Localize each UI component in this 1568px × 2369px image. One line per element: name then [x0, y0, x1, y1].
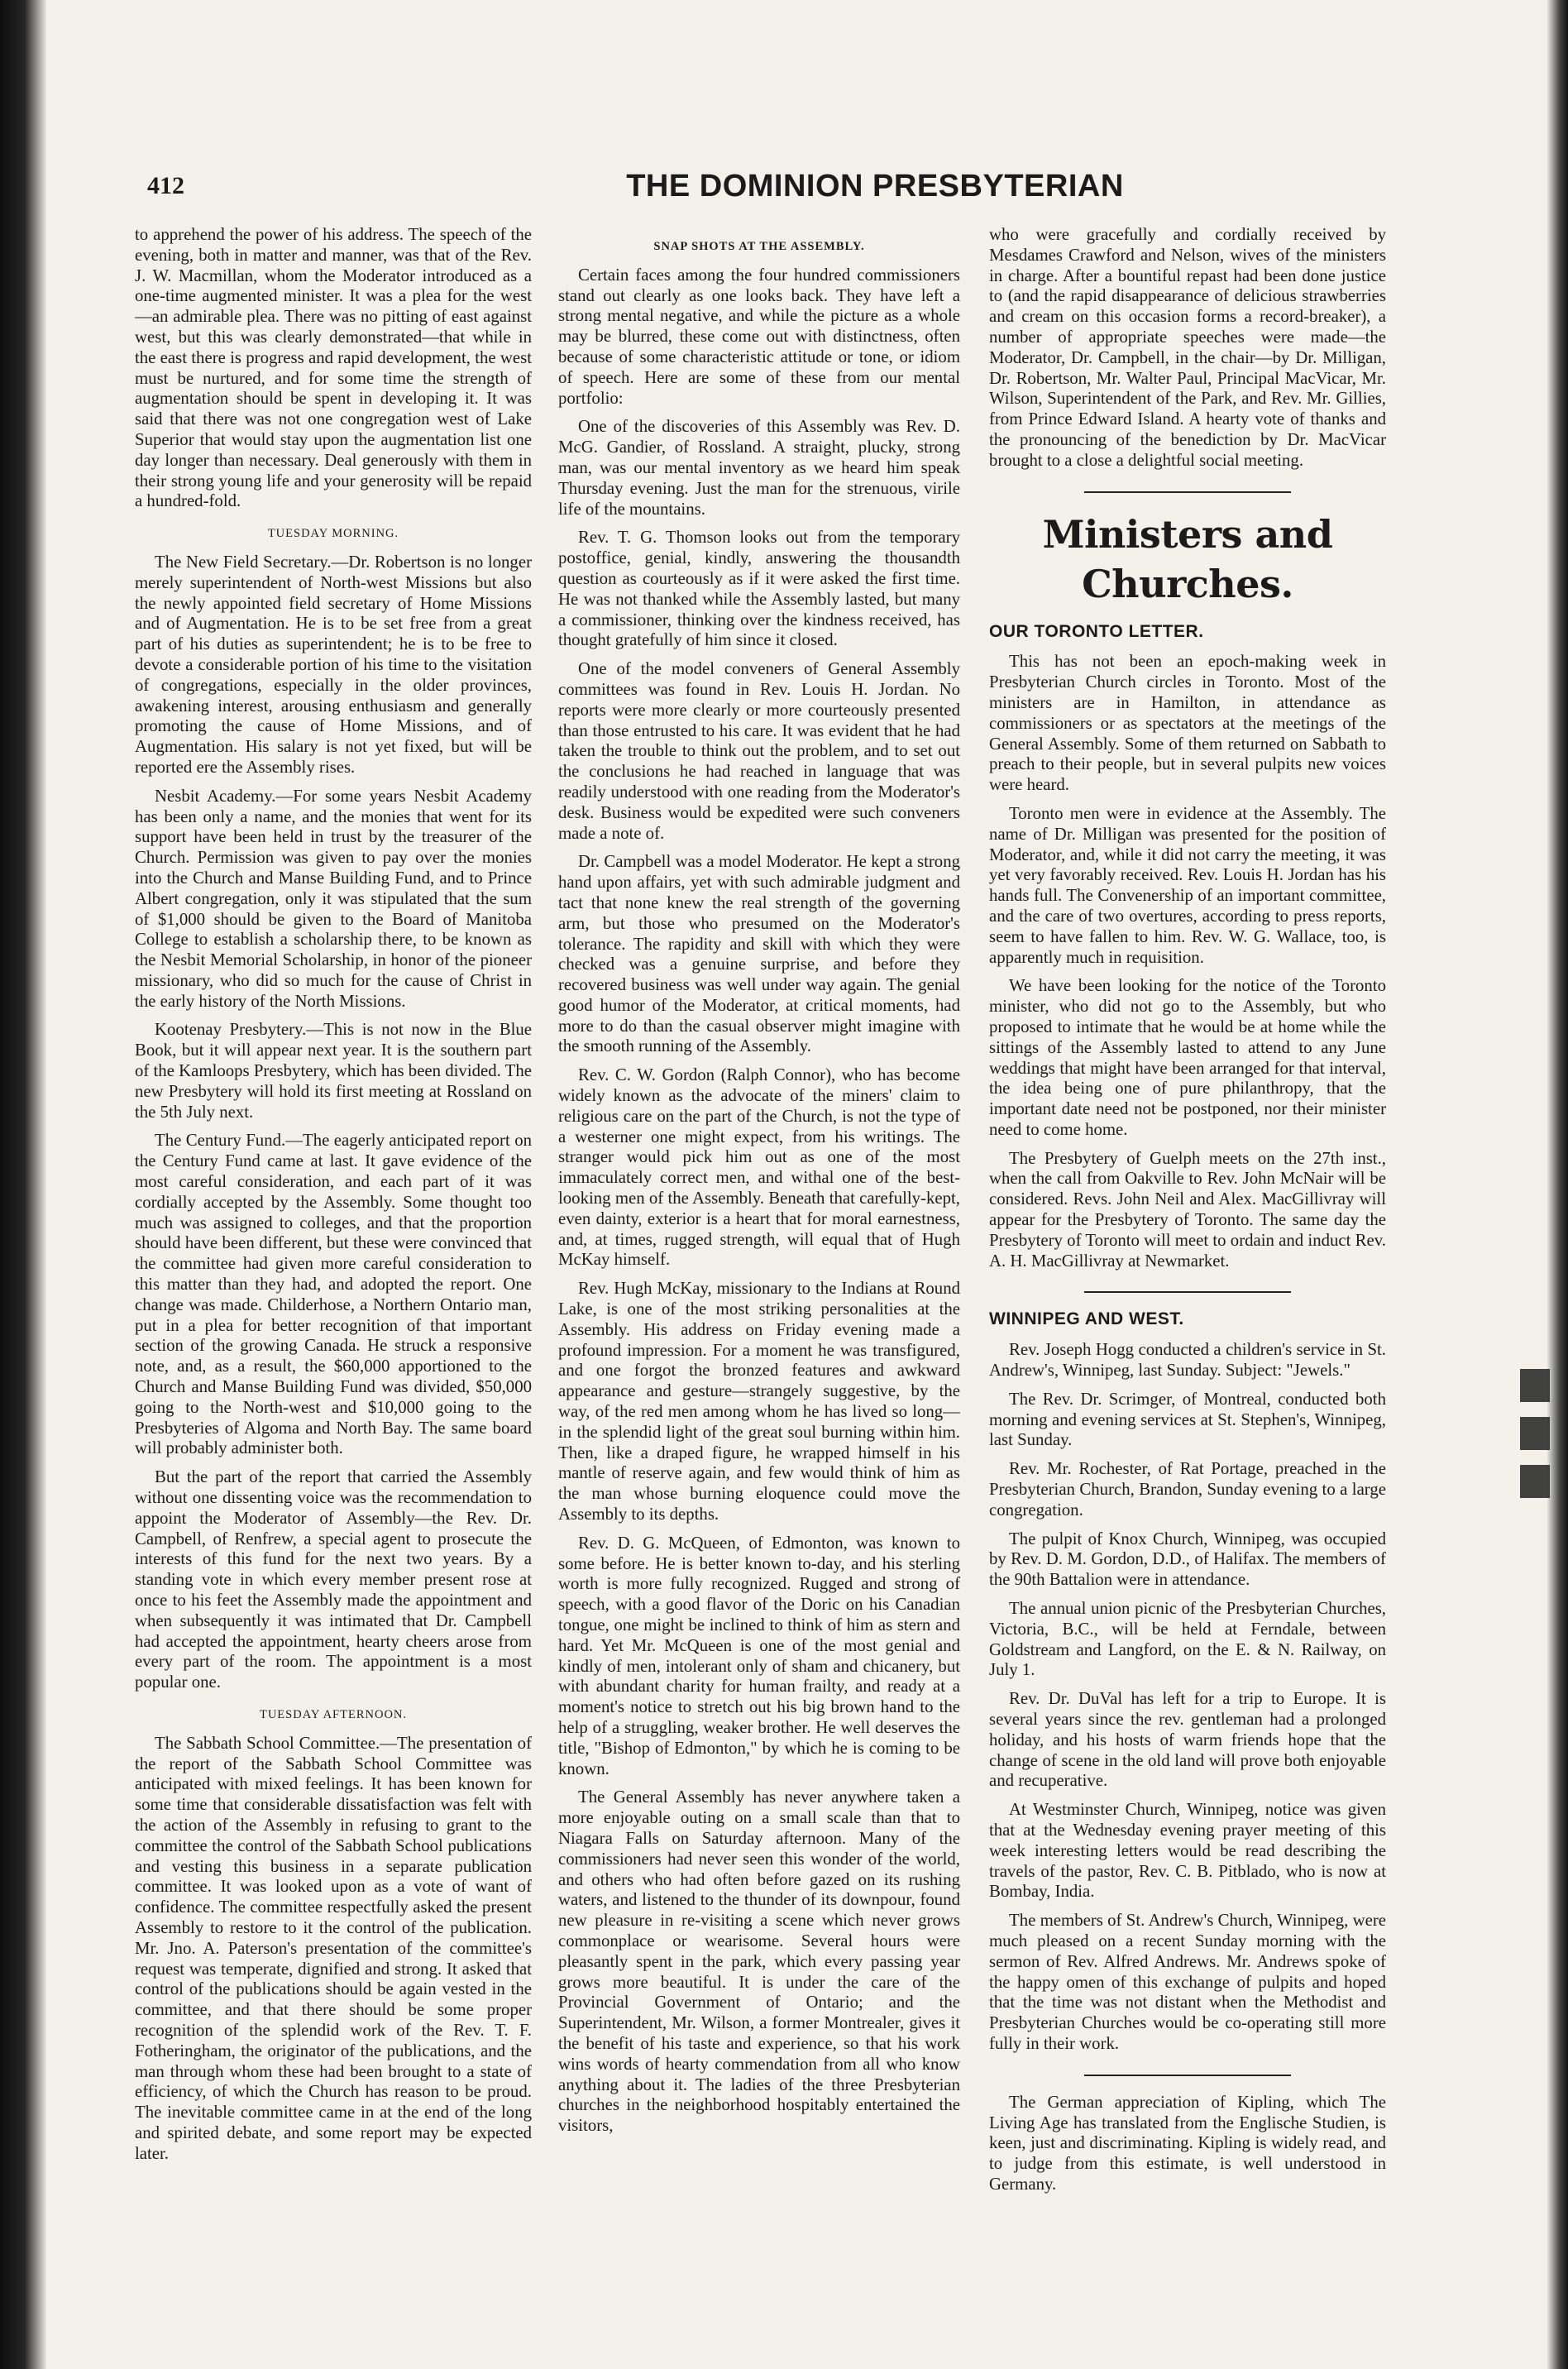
article-paragraph: The Rev. Dr. Scrimger, of Montreal, conducted both morning and evening services at St. Stephen's, Winnipeg, last Sunday. — [989, 1389, 1386, 1450]
article-paragraph: Certain faces among the four hundred commissioners stand out clearly as one looks back. They have left a strong mental negative, and while the picture as a whole may be blurred, these come out with distinctness, often because of some characteristic attitude or tone, or idiom of speech. Here are some of these from our mental portfolio: — [558, 265, 960, 408]
article-paragraph: Rev. Joseph Hogg conducted a children's service in St. Andrew's, Winnipeg, last Sunday. Subject: "Jewels." — [989, 1340, 1386, 1381]
article-paragraph: who were gracefully and cordially received by Mesdames Crawford and Nelson, wives of the ministers in charge. After a bountiful repast had been done justice to (and the rapid disappearance of delicious strawberries and cream on this occasion forms a record-breaker), a number of appropriate speeches were made—the Moderator, Dr. Campbell, in the chair—by Dr. Milligan, Dr. Robertson, Mr. Walter Paul, Principal MacVicar, Mr. Wilson, Superintendent of the Park, and Rev. Mr. Gillies, from Prince Edward Island. A hearty vote of thanks and the pronouncing of the benediction by Dr. MacVicar brought to a close a delightful social meeting. — [989, 225, 1386, 470]
article-paragraph: One of the model conveners of General Assembly committees was found in Rev. Louis H. Jordan. No reports were more clearly or more courteously presented than those entrusted to his care. It was evident that he had taken the trouble to think out the problem, and to set out the conclusions he had reached in language that was readily understood with one reading from the Moderator's desk. Business would be expedited were such conveners made a note of. — [558, 659, 960, 843]
section-subhead: TUESDAY MORNING. — [267, 527, 399, 541]
article-paragraph: Rev. Dr. DuVal has left for a trip to Europe. It is several years since the rev. gentleman had a prolonged holiday, and his hosts of warm friends hope that the change of scene in the old land will prove both enjoyable and recuperative. — [989, 1689, 1386, 1791]
column-3 — [989, 225, 1386, 2218]
section-title: Ministers and Churches. — [1042, 511, 1333, 606]
article-paragraph: This has not been an epoch-making week in Presbyterian Church circles in Toronto. Most of the ministers are in Hamilton, in attendance as commissioners or as spectators at the meetings of the General Assembly. Some of them returned on Sabbath to preach to their people, but in several pulpits new voices were heard. — [989, 652, 1386, 795]
article-paragraph: Rev. D. G. McQueen, of Edmonton, was known to some before. He is better known to-day, and his sterling worth is more fully recognized. Rugged and strong of speech, with a good flavor of the Doric on his Canadian tongue, one might be inclined to think of him as stern and hard. Yet Mr. McQueen is one of the most genial and kindly of men, intolerant only of sham and chicanery, but with abundant charity for human frailty, and ready at a moment's notice to stretch out his big brown hand to the help of a struggling, weaker brother. He well deserves the title, "Bishop of Edmonton," by which he is coming to be known. — [558, 1533, 960, 1778]
article-paragraph: Nesbit Academy.—For some years Nesbit Academy has been only a name, and the monies that went for its support have been held in trust by the treasurer of the Church. Permission was given to pay over the monies into the Church and Manse Building Fund, and to Prince Albert congregation, only it was stipulated that the sum of $1,000 should be given to the Board of Manitoba College to establish a scholarship there, to be known as the Nesbit Memorial Scholarship, in honor of the pioneer missionary, who did so much for the cause of Christ in the early history of the North Missions. — [135, 786, 532, 1011]
article-paragraph: One of the discoveries of this Assembly was Rev. D. McG. Gandier, of Rossland. A straight, plucky, strong man, was our mental inventory as we heard him speak Thursday evening. Just the man for the strenuous, virile life of the mountains. — [558, 417, 960, 519]
article-paragraph: Dr. Campbell was a model Moderator. He kept a strong hand upon affairs, yet with such admirable judgment and tact that none knew the real strength of the governing arm, but those who presumed on the Moderator's tolerance. The rapidity and skill with which they were checked was a genuine surprise, and before they recovered business was well under way again. The genial good humor of the Moderator, at critical moments, had more to do than the casual observer might imagine with the smooth running of the Assembly. — [558, 852, 960, 1056]
article-paragraph: The annual union picnic of the Presbyterian Churches, Victoria, B.C., will be held at Ferndale, between Goldstream and Langford, on the E. & N. Railway, on July 1. — [989, 1599, 1386, 1680]
scan-margin-marks — [1520, 1369, 1550, 1510]
article-paragraph: But the part of the report that carried the Assembly without one dissenting voice was the recommendation to appoint the Moderator of Assembly—the Rev. Dr. Campbell, of Renfrew, a special agent to prosecute the interests of this fund for the next two years. By a standing vote in which every member present rose at once to his feet the Assembly made the appointment and when subsequently it was intimated that Dr. Campbell had accepted the appointment, hearty cheers arose from every part of the room. The appointment is a most popular one. — [135, 1467, 532, 1692]
section-subhead: OUR TORONTO LETTER. — [989, 621, 1204, 641]
column-1 — [135, 225, 532, 2218]
section-subhead: TUESDAY AFTERNOON. — [259, 1707, 408, 1721]
article-paragraph: Rev. T. G. Thomson looks out from the temporary postoffice, genial, kindly, answering the thousandth question as courteously as if it were asked the first time. He was not thanked while the Assembly lasted, but many a commissioner, thinking over the kindness received, has thought gratefully of him since it closed. — [558, 528, 960, 650]
scan-left-edge — [0, 0, 46, 2369]
article-paragraph: Rev. Hugh McKay, missionary to the Indians at Round Lake, is one of the most striking personalities at the Assembly. His address on Friday evening made a profound impression. For a moment he was transfigured, and one forgot the bronzed features and awkward appearance and gesture—strangely suggestive, by the way, of the red men among whom he has lived so long—in the splendid light of the great soul burning within him. Then, like a draped figure, he wrapped himself in his mantle of reserve again, and few would think of him as the man whose burning eloquence could move the Assembly to its depths. — [558, 1279, 960, 1524]
page-number: 412 — [147, 172, 184, 199]
article-paragraph: Rev. Mr. Rochester, of Rat Portage, preached in the Presbyterian Church, Brandon, Sunday evening to a large congregation. — [989, 1459, 1386, 1520]
article-paragraph: The Sabbath School Committee.—The presentation of the report of the Sabbath School Committee was anticipated with mixed feelings. It has been known for some time that considerable dissatisfaction was felt with the action of the Assembly in refusing to grant to the committee the control of the Sabbath School publications and vesting this business in a separate publication committee. It was looked upon as a vote of want of confidence. The committee respectfully asked the present Assembly to restore to it the control of the publication. Mr. Jno. A. Paterson's presentation of the committee's request was temperate, dignified and strong. It asked that control of the publications should be again vested in the committee, and that there should be some proper recognition of the splendid work of the Rev. T. F. Fotheringham, the originator of the publications, and the man through whom these had been brought to a state of efficiency, of which the Church has reason to be proud. The inevitable committee came in at the end of the long and spirited debate, and some report may be expected later. — [135, 1733, 532, 2163]
article-paragraph: Kootenay Presbytery.—This is not now in the Blue Book, but it will appear next year. It is the southern part of the Kamloops Presbytery, which has been divided. The new Presbytery will hold its first meeting at Rossland on the 5th July next. — [135, 1020, 532, 1122]
column-2 — [558, 225, 960, 2218]
masthead-title: THE DOMINION PRESBYTERIAN — [626, 169, 1124, 203]
divider-rule — [1084, 2075, 1291, 2076]
section-subhead: SNAP SHOTS AT THE ASSEMBLY. — [653, 240, 865, 253]
article-paragraph: Toronto men were in evidence at the Assembly. The name of Dr. Milligan was presented for the position of Moderator, and, while it did not carry the meeting, it was yet very favorably received. Rev. Louis H. Jordan has his hands full. The Convenership of an important committee, and the care of two overtures, according to press reports, seem to have fallen to him. Rev. W. G. Wallace, too, is apparently much in requisition. — [989, 803, 1386, 967]
scan-right-edge — [1546, 0, 1568, 2369]
article-paragraph: The New Field Secretary.—Dr. Robertson is no longer merely superintendent of North-west Missions but also the newly appointed field secretary of Home Missions and of Augmentation. He is to be set free from a great part of his duties as superintendent; he is to be free to devote a considerable portion of his time to the visitation of congregations, especially in the older provinces, awakening interest, arousing enthusiasm and generally promoting the cause of Home Missions, and of Augmentation. His salary is not yet fixed, but will be reported ere the Assembly rises. — [135, 552, 532, 777]
article-paragraph: We have been looking for the notice of the Toronto minister, who did not go to the Assembly, but who proposed to intimate that he would be at home while the sittings of the Assembly lasted to attend to any June weddings that might have been arranged for that interval, the idea being one of pure philanthropy, that the important date need not be postponed, nor their minister need to come home. — [989, 976, 1386, 1139]
article-paragraph: The members of St. Andrew's Church, Winnipeg, were much pleased on a recent Sunday morning with the sermon of Rev. Alfred Andrews. Mr. Andrews spoke of the happy omen of this exchange of pulpits and hoped that the time was not distant when the Methodist and Presbyterian Churches would be co-operating still more fully in their work. — [989, 1911, 1386, 2053]
article-paragraph: Rev. C. W. Gordon (Ralph Connor), who has become widely known as the advocate of the miners' claim to religious care on the part of the Church, is not the type of a westerner one might expect, from his writings. The stranger would pick him out as one of the most immaculately correct men, and withal one of the best-looking men of the Assembly. Beneath that carefully-kept, even dainty, exterior is a heart that for moral earnestness, and, at times, rugged strength, will equal that of Hugh McKay himself. — [558, 1065, 960, 1270]
article-paragraph: to apprehend the power of his address. The speech of the evening, both in matter and manner, was that of the Rev. J. W. Macmillan, whom the Moderator introduced as a one-time augmented minister. It was a plea for the west—an admirable plea. There was no pitting of east against west, but this was clearly demonstrated—that while in the east there is progress and rapid development, the west must be nurtured, and for some time the strength of augmentation should be spent in developing it. It was said that there was not one congregation west of Lake Superior that would stay upon the augmentation list one day longer than necessary. Deal generously with them in their strong young life and your generosity will be repaid a hundred-fold. — [135, 225, 532, 511]
article-paragraph: The General Assembly has never anywhere taken a more enjoyable outing on a small scale than that to Niagara Falls on Saturday afternoon. Many of the commissioners had never seen this wonder of the world, and others who had often before gazed on its rushing waters, and listened to the thunder of its downpour, found new pleasure in re-visiting a scene which never grows commonplace or wearisome. Several hours were pleasantly spent in the park, which every passing year grows more beautiful. It is under the care of the Provincial Government of Ontario; and the Superintendent, Mr. Wilson, a former Montrealer, gives it the benefit of his taste and experience, so that his work wins words of hearty commendation from all who know anything about it. The ladies of the three Presbyterian churches in the neighborhood hospitably entertained the visitors, — [558, 1788, 960, 2136]
article-paragraph: The Presbytery of Guelph meets on the 27th inst., when the call from Oakville to Rev. John McNair will be considered. Revs. John Neil and Alex. MacGillivray will appear for the Presbytery of Toronto. The same day the Presbytery of Toronto will meet to ordain and induct Rev. A. H. MacGillivray at Newmarket. — [989, 1148, 1386, 1271]
article-paragraph: The Century Fund.—The eagerly anticipated report on the Century Fund came at last. It gave evidence of the most careful consideration, and each part of it was cordially accepted by the Assembly. Some thought too much was assigned to colleges, and that the proportion should have been different, but these were convinced that the committee had given more careful consideration to this matter than they had, and adopted the report. One change was made. Childerhose, a Northern Ontario man, put in a plea for better recognition of that important section of the growing Canada. He struck a responsive note, and, as a result, the $60,000 apportioned to the Church and Manse Building Fund was divided, $50,000 going to the North-west and $10,000 going to the Presbyteries of Algoma and North Bay. The same board will probably administer both. — [135, 1131, 532, 1458]
divider-rule — [1084, 491, 1291, 493]
page-header — [147, 169, 1404, 208]
article-paragraph: At Westminster Church, Winnipeg, notice was given that at the Wednesday evening prayer meeting of this week interesting letters would be read describing the travels of the pastor, Rev. C. B. Pitblado, who is now at Bombay, India. — [989, 1800, 1386, 1902]
article-paragraph: The German appreciation of Kipling, which The Living Age has translated from the Englische Studien, is keen, just and discriminating. Kipling is widely read, and to judge from this estimate, is well understood in Germany. — [989, 2092, 1386, 2194]
section-subhead: WINNIPEG AND WEST. — [989, 1309, 1184, 1329]
divider-rule — [1084, 1291, 1291, 1293]
article-paragraph: The pulpit of Knox Church, Winnipeg, was occupied by Rev. D. M. Gordon, D.D., of Halifax. The members of the 90th Battalion were in attendance. — [989, 1529, 1386, 1590]
